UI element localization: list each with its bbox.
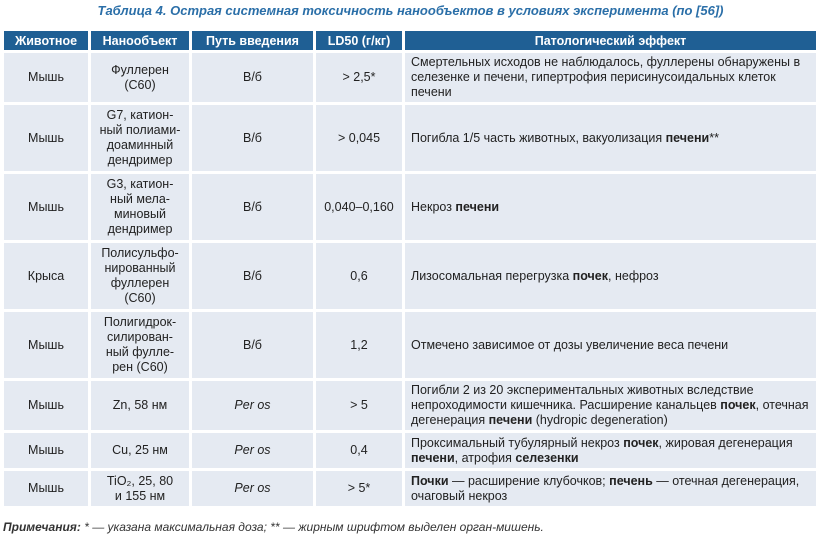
header-row [4, 31, 816, 50]
nanoobject-line: ный полиами- [99, 123, 181, 137]
cell-effect [405, 433, 816, 468]
effect-text: Отмечено зависимое от дозы увеличение веса печени [411, 337, 729, 352]
table-row [4, 105, 816, 171]
nanoobject-line: ный фулле- [105, 345, 175, 359]
footnote-text: * — указана максимальная доза; ** — жирным шрифтом выделен орган-мишень. [80, 520, 544, 534]
cell-nanoobject [91, 433, 189, 468]
target-organ: почек [623, 435, 659, 450]
nanoobject-line: силирован- [107, 330, 173, 344]
cell-nanoobject [91, 381, 189, 430]
effect-text: ** [709, 130, 719, 145]
cell-effect [405, 471, 816, 506]
cell-animal: Крыса [4, 243, 88, 309]
nanoobject-line: миновый [113, 207, 167, 221]
header-nanoobject: Нанообъект [91, 31, 189, 50]
cell-nanoobject [91, 53, 189, 102]
nanoobject-line: ный мела- [110, 192, 170, 206]
header-ld50: LD50 (г/кг) [316, 31, 402, 50]
cell-route: В/б [192, 105, 313, 171]
target-organ: Почки [411, 473, 449, 488]
cell-ld50: 0,040–0,160 [316, 174, 402, 240]
nanoobject-line: G7, катион- [106, 108, 174, 122]
effect-text: Смертельных исходов не наблюдалось, фуллерены обнаружены в селезенке и печени, гипертрофия перисинусоидальных клеток печени [411, 55, 801, 99]
effect-text: , жировая дегенерация [658, 435, 793, 450]
effect-text: — расширение клубочков; [448, 473, 610, 488]
cell-animal: Мышь [4, 312, 88, 378]
footnote-label: Примечания: [3, 520, 81, 534]
header-effect: Патологический эффект [405, 31, 816, 50]
effect-text: , отечная дегенерация [411, 398, 809, 427]
cell-route: В/б [192, 174, 313, 240]
nanoobject-line: фуллерен [110, 276, 170, 290]
target-organ: печени [455, 199, 500, 214]
nanoobject-line: и 155 нм [114, 488, 166, 503]
nanoobject-line: дендример [107, 222, 173, 236]
cell-nanoobject [91, 312, 189, 378]
nanoobject-line: нированный [104, 261, 176, 275]
cell-animal: Мышь [4, 381, 88, 430]
nanoobject-line: рен (С60) [112, 360, 168, 374]
nanoobject-line: Zn, 58 нм [112, 398, 168, 412]
cell-nanoobject [91, 471, 189, 506]
cell-effect [405, 105, 816, 171]
target-organ: селезенки [515, 450, 579, 465]
header-route: Путь введения [192, 31, 313, 50]
target-organ: почек [720, 398, 756, 412]
cell-route: Per os [192, 433, 313, 468]
effect-text: Проксимальный тубулярный некроз [411, 435, 624, 450]
cell-effect [405, 53, 816, 102]
cell-route: Per os [192, 471, 313, 506]
cell-ld50: 1,2 [316, 312, 402, 378]
cell-animal: Мышь [4, 53, 88, 102]
nanoobject-line: G3, катион- [106, 177, 174, 191]
cell-animal: Мышь [4, 174, 88, 240]
cell-ld50: > 2,5* [316, 53, 402, 102]
cell-animal: Мышь [4, 471, 88, 506]
cell-effect [405, 243, 816, 309]
nanoobject-line: доаминный [106, 138, 174, 152]
effect-text: — отечная дегенерация, очаговый некроз [411, 473, 800, 503]
nanoobject-line: Cu, 25 нм [112, 443, 168, 457]
table-body [4, 53, 816, 506]
cell-animal: Мышь [4, 105, 88, 171]
cell-effect [405, 312, 816, 378]
effect-text: Лизосомальная перегрузка [411, 268, 573, 283]
footnote [3, 520, 544, 534]
nanoobject-line: дендример [107, 153, 173, 167]
effect-text: Погибла 1/5 часть животных, вакуолизация [411, 130, 666, 145]
cell-ld50: > 0,045 [316, 105, 402, 171]
target-organ: печени [411, 450, 455, 465]
cell-nanoobject [91, 174, 189, 240]
cell-nanoobject [91, 105, 189, 171]
table-row [4, 312, 816, 378]
target-organ: печени [488, 413, 533, 427]
nanoobject-line: Фуллерен [111, 62, 169, 77]
table-row [4, 381, 816, 430]
nanoobject-line: TiO₂, 25, 80 [106, 473, 174, 488]
cell-ld50: 0,4 [316, 433, 402, 468]
target-organ: почек [572, 268, 609, 283]
cell-route: В/б [192, 243, 313, 309]
effect-text: , атрофия [454, 450, 516, 465]
effect-text: Погибли 2 из 20 экспериментальных животных вследствие непроходимости кишечника. Расширение канальцев [411, 383, 754, 412]
table-row [4, 433, 816, 468]
header-animal: Животное [4, 31, 88, 50]
table-row [4, 174, 816, 240]
cell-ld50: > 5 [316, 381, 402, 430]
target-organ: печени [665, 130, 710, 145]
table-title: Таблица 4. Острая системная токсичность нанообъектов в условиях эксперимента (по [56]) [97, 3, 724, 18]
table-row [4, 243, 816, 309]
target-organ: печень [609, 473, 653, 488]
nanoobject-line: Полигидрок- [103, 315, 177, 329]
effect-text: , нефроз [608, 268, 659, 283]
toxicity-table [1, 28, 819, 509]
cell-ld50: 0,6 [316, 243, 402, 309]
nanoobject-line: (С60) [124, 291, 156, 305]
cell-ld50: > 5* [316, 471, 402, 506]
cell-animal: Мышь [4, 433, 88, 468]
table-row [4, 53, 816, 102]
cell-route: В/б [192, 53, 313, 102]
effect-text: Некроз [411, 199, 456, 214]
table-row [4, 471, 816, 506]
cell-route: Per os [192, 381, 313, 430]
cell-route: В/б [192, 312, 313, 378]
nanoobject-line: (С60) [124, 77, 156, 92]
nanoobject-line: Полисульфо- [101, 246, 179, 260]
effect-text: (hydropic degeneration) [532, 413, 668, 427]
cell-nanoobject [91, 243, 189, 309]
cell-effect [405, 174, 816, 240]
cell-effect [405, 381, 816, 430]
